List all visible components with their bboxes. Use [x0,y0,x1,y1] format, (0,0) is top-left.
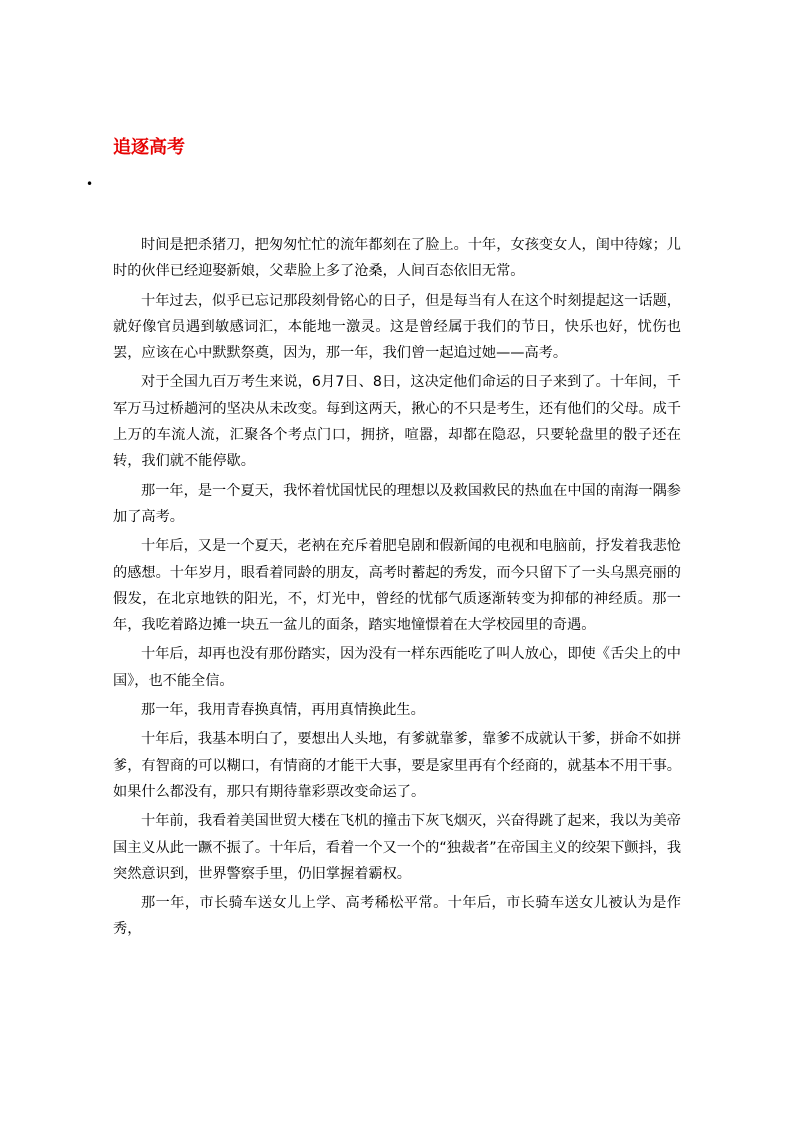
paragraph-10: 那一年，市长骑车送女儿上学、高考稀松平常。十年后，市长骑车送女儿被认为是作秀， [113,895,681,938]
document-title: 追逐高考 [113,137,185,158]
list-bullet: • [86,177,94,191]
paragraph-8: 十年后，我基本明白了，要想出人头地，有爹就靠爹，靠爹不成就认干爹，拼命不如拼爹，有智商的可以糊口，有情商的才能干大事，要是家里再有个经商的，就基本不用干事。如果什么都没有，那只有期待靠彩票改变命运了。 [113,731,681,800]
paragraph-4: 那一年，是一个夏天，我怀着忧国忧民的理想以及救国救民的热血在中国的南海一隅参加了高考。 [113,482,681,525]
paragraph-2: 十年过去，似乎已忘记那段刻骨铭心的日子，但是每当有人在这个时刻提起这一话题，就好像官员遇到敏感词汇，本能地一激灵。这是曾经属于我们的节日，快乐也好，忧伤也罢，应该在心中默默祭奠，因为，那一年，我们曾一起追过她——高考。 [113,292,681,362]
document-body [113,232,681,946]
paragraph-3: 对于全国九百万考生来说，6月7日、8日，这决定他们命运的日子来到了。十年间，千军万马过桥趟河的坚决从未改变。每到这两天，揪心的不只是考生，还有他们的父母。成千上万的车流人流，汇聚各个考点门口，拥挤，喧嚣，却都在隐忍，只要轮盘里的骰子还在转，我们就不能停歇。 [113,374,681,470]
paragraph-1: 时间是把杀猪刀，把匆匆忙忙的流年都刻在了脸上。十年，女孩变女人，闺中待嫁；儿时的伙伴已经迎娶新娘，父辈脸上多了沧桑，人间百态依旧无常。 [113,237,681,280]
paragraph-7: 那一年，我用青春换真情，再用真情换此生。 [141,702,425,719]
paragraph-9: 十年前，我看着美国世贸大楼在飞机的撞击下灰飞烟灭，兴奋得跳了起来，我以为美帝国主义从此一蹶不振了。十年后，看着一个又一个的“独裁者”在帝国主义的绞架下颤抖，我突然意识到，世界警察手里，仍旧掌握着霸权。 [113,813,682,882]
paragraph-6: 十年后，却再也没有那份踏实，因为没有一样东西能吃了叫人放心，即使《舌尖上的中国》，也不能全信。 [113,646,681,689]
paragraph-5: 十年后，又是一个夏天，老衲在充斥着肥皂剧和假新闻的电视和电脑前，抒发着我悲怆的感想。十年岁月，眼看着同龄的朋友，高考时蓄起的秀发，而今只留下了一头乌黑亮丽的假发，在北京地铁的阳光，不，灯光中，曾经的忧郁气质逐渐转变为抑郁的神经质。那一年，我吃着路边摊一块五一盆儿的面条，踏实地憧憬着在大学校园里的奇遇。 [113,538,681,634]
